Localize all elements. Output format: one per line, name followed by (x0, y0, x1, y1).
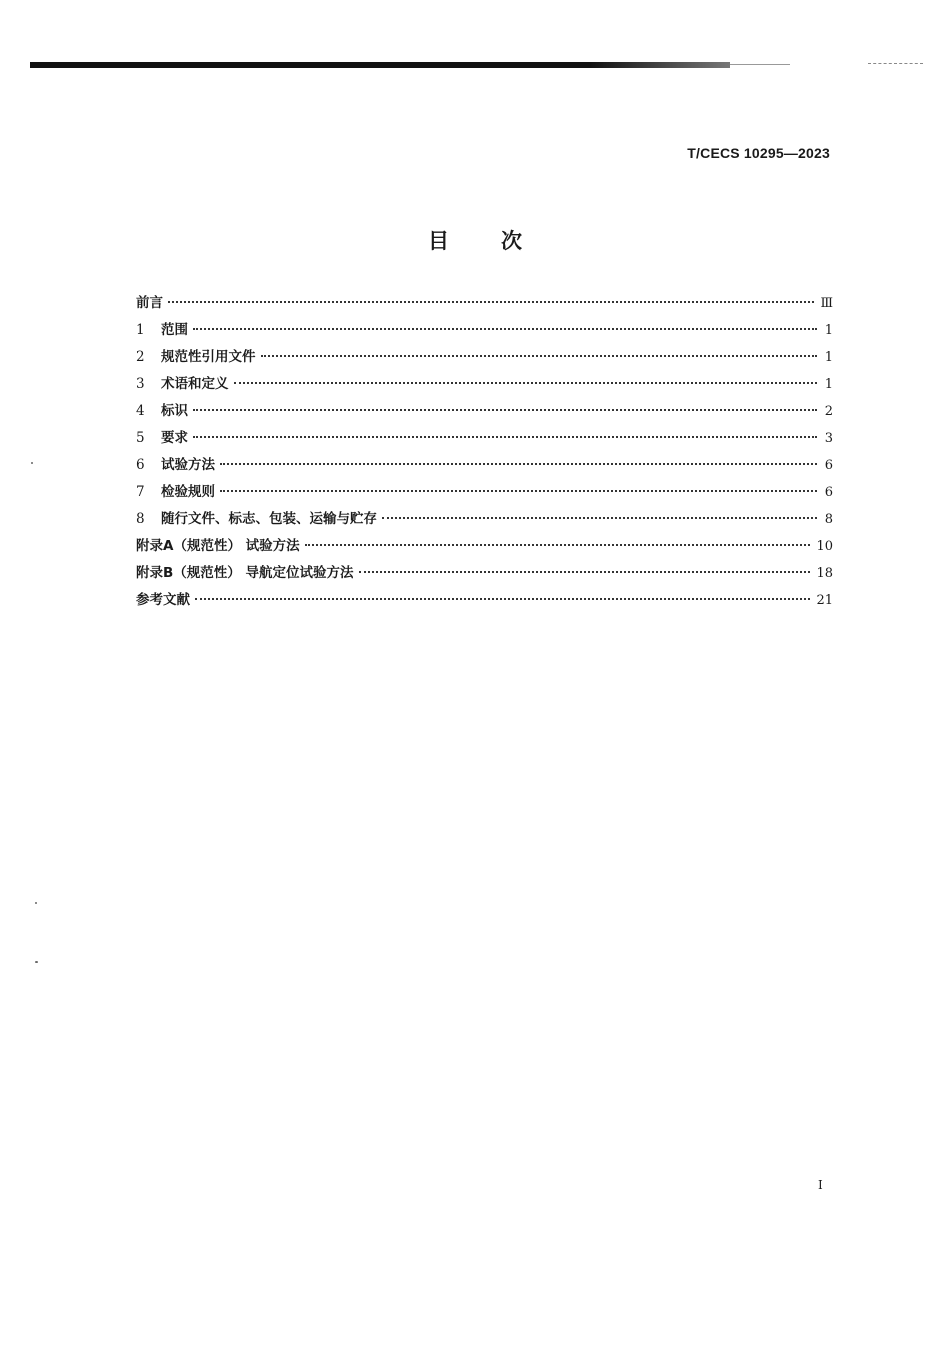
scan-speck (35, 902, 37, 904)
dot-leader (193, 409, 817, 411)
toc-entry-number: 3 (136, 376, 145, 392)
page-number: I (818, 1178, 823, 1192)
dot-leader (193, 436, 817, 438)
toc-entry-page: 6 (824, 458, 833, 473)
toc-entry-label: 附录A（规范性） 试验方法 (136, 538, 300, 554)
dot-leader (234, 382, 818, 384)
scan-speck (35, 961, 38, 963)
header-rule-dash (868, 63, 923, 64)
toc-entry-number: 6 (136, 457, 145, 473)
toc-entry-page: 18 (816, 566, 833, 581)
toc-entry-number: 5 (136, 430, 145, 446)
toc-entry-6[interactable] (136, 453, 833, 480)
dot-leader (220, 490, 817, 492)
toc-entry-number: 4 (136, 403, 145, 419)
toc-entry-2[interactable] (136, 345, 833, 372)
toc-entry-8[interactable] (136, 507, 833, 534)
header-rule-tail (730, 64, 790, 65)
toc-entry-page: Ⅲ (820, 296, 833, 311)
toc-entry-label: 标识 (161, 403, 188, 419)
dot-leader (305, 544, 811, 546)
toc-entry-number: 2 (136, 349, 145, 365)
toc-entry-number: 7 (136, 484, 145, 500)
toc-entry-4[interactable] (136, 399, 833, 426)
toc-entry-label: 前言 (136, 295, 163, 311)
toc-entry-page: 10 (816, 539, 833, 554)
toc-entry-label: 随行文件、标志、包装、运输与贮存 (161, 511, 377, 527)
toc-entry-appendix-b[interactable] (136, 561, 833, 588)
toc-entry-label: 附录B（规范性） 导航定位试验方法 (136, 565, 354, 581)
toc-entry-number: 1 (136, 322, 145, 338)
document-code: T/CECS 10295—2023 (687, 145, 830, 161)
toc-entry-references[interactable] (136, 588, 833, 615)
toc-entry-page: 3 (824, 431, 833, 446)
toc-entry-number: 8 (136, 511, 145, 527)
toc-entry-page: 6 (824, 485, 833, 500)
table-of-contents (136, 291, 833, 615)
dot-leader (195, 598, 810, 600)
toc-entry-label: 参考文献 (136, 592, 190, 608)
dot-leader (193, 328, 817, 330)
toc-entry-label: 规范性引用文件 (161, 349, 256, 365)
toc-entry-5[interactable] (136, 426, 833, 453)
dot-leader (359, 571, 811, 573)
toc-entry-7[interactable] (136, 480, 833, 507)
toc-entry-appendix-a[interactable] (136, 534, 833, 561)
dot-leader (168, 301, 814, 303)
toc-entry-page: 21 (816, 593, 833, 608)
scan-speck (31, 462, 33, 464)
toc-entry-page: 2 (824, 404, 833, 419)
toc-entry-page: 1 (824, 377, 833, 392)
toc-entry-page: 8 (824, 512, 833, 527)
dot-leader (220, 463, 817, 465)
header-rule (30, 62, 730, 68)
toc-entry-label: 要求 (161, 430, 188, 446)
toc-title: 目次 (428, 229, 574, 253)
toc-entry-3[interactable] (136, 372, 833, 399)
toc-entry-label: 试验方法 (161, 457, 215, 473)
toc-entry-label: 检验规则 (161, 484, 215, 500)
toc-entry-foreword[interactable] (136, 291, 833, 318)
toc-entry-page: 1 (824, 323, 833, 338)
toc-entry-page: 1 (824, 350, 833, 365)
dot-leader (261, 355, 818, 357)
toc-entry-1[interactable] (136, 318, 833, 345)
toc-entry-label: 范围 (161, 322, 188, 338)
toc-entry-label: 术语和定义 (161, 376, 229, 392)
dot-leader (382, 517, 817, 519)
